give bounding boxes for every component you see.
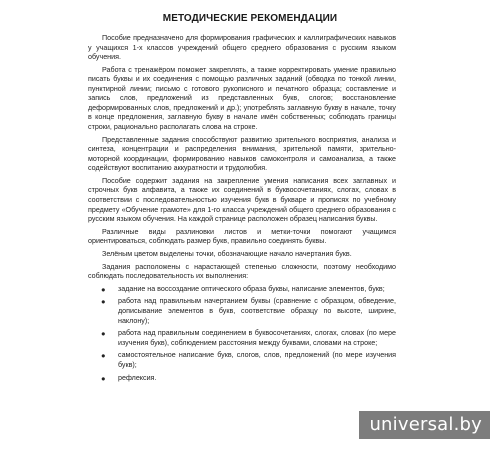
list-item-text: задание на воссоздание оптического образа буквы, написание элементов, букв; (118, 284, 385, 293)
task-list (88, 285, 396, 383)
document-body (88, 34, 396, 386)
list-item-text: самостоятельное написание букв, слогов, слов, предложений (по мере изучения букв); (118, 351, 396, 369)
paragraph-green-dots: Зелёным цветом выделены точки, обозначающие начало начертания букв. (102, 249, 352, 258)
bullet-icon: ● (101, 329, 106, 339)
paragraph-purpose: Пособие предназначено для формирования графических и каллиграфических навыков у учащихся 1-х классов учреждений общего среднего образования с русским языком обучения. (88, 34, 396, 62)
bullet-icon: ● (101, 373, 106, 383)
paragraph-sequence: Задания расположены с нарастающей степенью сложности, поэтому необходимо соблюдать последовательность их выполнения: (88, 262, 396, 281)
bullet-icon: ● (101, 351, 106, 361)
list-item (88, 351, 396, 370)
list-item-text: рефлексия. (118, 373, 157, 382)
list-item (88, 374, 396, 384)
list-item (88, 297, 396, 326)
site-watermark: universal.by (359, 411, 490, 439)
bullet-icon: ● (101, 297, 106, 307)
bullet-icon: ● (101, 284, 106, 294)
list-item-text: работа над правильным соединением в буквосочетаниях, слогах, словах (по мере изучения букв), соблюдением расстояния между буквами, словами на строке; (118, 329, 396, 347)
paragraph-trainer-work: Работа с тренажёром поможет закреплять, а также корректировать умение правильно писать буквы и их соединения с помощью различных заданий (обводка по тонкой линии, пунктирной линии; письмо с готового рукописного и печатного образца; составление и запись слов, предложений из представленных букв, слогов; восстановление деформированных слов, предложений и др.); употреблять заглавную букву в начале, точку в конце предложения, заглавную букву в начале имён собственных; соблюдать границы строки, рационально располагать слова на строке. (88, 65, 396, 132)
paragraph-contents: Пособие содержит задания на закрепление умения написания всех заглавных и строчных букв алфавита, а также их соединений в буквосочетаниях, слогах, словах в соответствии с последовательностью изучения букв в букваре и прописях по учебному предмету «Обучение грамоте» для 1-го класса учреждений общего среднего образования с русским языком обучения. На каждой странице расположен образец написания буквы. (88, 176, 396, 224)
list-item-text: работа над правильным начертанием буквы (сравнение с образцом, обведение, дописывание элементов в букв, соответствие образцу по высоте, ширине, наклону); (118, 297, 396, 325)
paragraph-development: Представленные задания способствуют развитию зрительного восприятия, анализа и синтеза, концентрации и распределения внимания, зрительной памяти, зрительно-моторной координации, формированию навыков самоконтроля и самоанализа, а также содействуют воспитанию аккуратности и трудолюбия. (88, 135, 396, 173)
list-item (88, 329, 396, 348)
list-item (88, 285, 396, 295)
page-title: МЕТОДИЧЕСКИЕ РЕКОМЕНДАЦИИ (162, 13, 338, 24)
paragraph-ruling: Различные виды разлиновки листов и метки-точки помогают учащимся ориентироваться, соблюдать размер букв, правильно соединять буквы. (88, 227, 396, 246)
